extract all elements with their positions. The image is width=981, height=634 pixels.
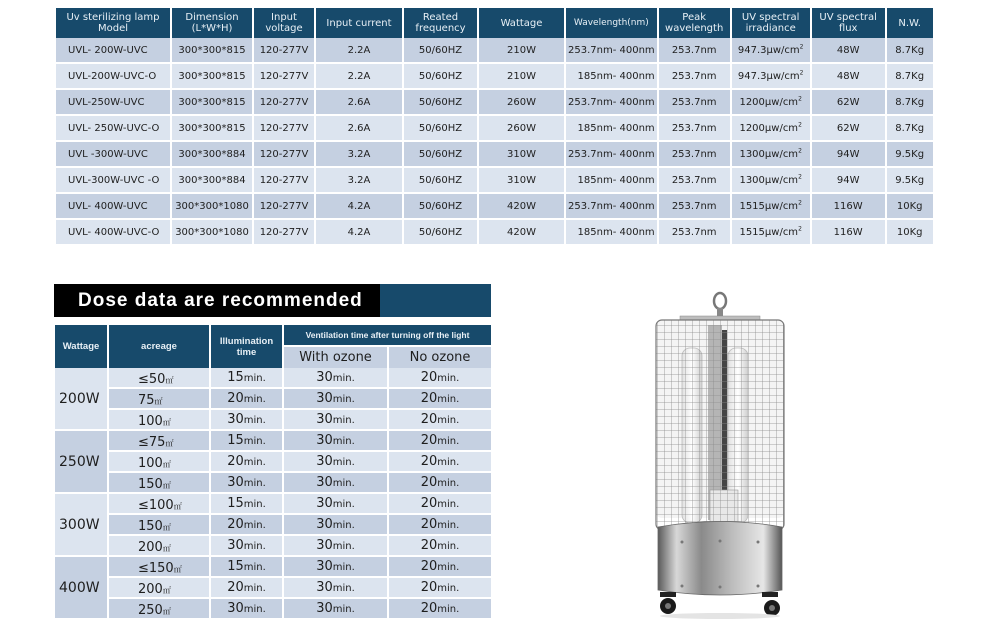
acreage-cell: 200㎡ <box>108 577 210 598</box>
acreage-cell: 150㎡ <box>108 514 210 535</box>
acreage-cell: 75㎡ <box>108 388 210 409</box>
current-cell: 2.6A <box>315 89 403 115</box>
model-cell: UVL-250W-UVC <box>56 89 171 115</box>
header-peak: Peak wavelength <box>658 8 731 38</box>
voltage-cell: 120-277V <box>253 219 315 245</box>
no-ozone-cell: 20min. <box>388 556 491 577</box>
wattage-group-cell: 200W <box>55 368 108 430</box>
peak-cell: 253.7nm <box>658 219 731 245</box>
voltage-cell: 120-277V <box>253 89 315 115</box>
current-cell: 3.2A <box>315 141 403 167</box>
header-wattage: Wattage <box>55 325 108 368</box>
acreage-cell: ≤50㎡ <box>108 368 210 388</box>
acreage-cell: 100㎡ <box>108 451 210 472</box>
voltage-cell: 120-277V <box>253 115 315 141</box>
current-cell: 4.2A <box>315 219 403 245</box>
dimension-cell: 300*300*815 <box>171 63 253 89</box>
acreage-cell: ≤150㎡ <box>108 556 210 577</box>
dose-row <box>55 598 491 619</box>
flux-cell: 48W <box>811 38 886 63</box>
net-weight-cell: 8.7Kg <box>886 89 933 115</box>
illum-cell: 15min. <box>210 493 283 514</box>
header-voltage: Input voltage <box>253 8 315 38</box>
irradiance-cell: $1200\mu w/cm^2$ <box>731 89 811 115</box>
spec-row <box>56 115 933 141</box>
header-frequency: Reated frequency <box>403 8 478 38</box>
peak-cell: 253.7nm <box>658 167 731 193</box>
wavelength-cell: 253.7nm- 400nm <box>565 193 658 219</box>
wavelength-cell: 185nm- 400nm <box>565 115 658 141</box>
current-cell: 3.2A <box>315 167 403 193</box>
flux-cell: 62W <box>811 89 886 115</box>
model-cell: UVL- 250W-UVC-O <box>56 115 171 141</box>
with-ozone-cell: 30min. <box>283 368 388 388</box>
voltage-cell: 120-277V <box>253 63 315 89</box>
irradiance-cell: $1515\mu w/cm^2$ <box>731 219 811 245</box>
current-cell: 4.2A <box>315 193 403 219</box>
spec-row <box>56 38 933 63</box>
no-ozone-cell: 20min. <box>388 535 491 556</box>
wavelength-cell: 185nm- 400nm <box>565 63 658 89</box>
illum-cell: 20min. <box>210 451 283 472</box>
no-ozone-cell: 20min. <box>388 514 491 535</box>
model-cell: UVL- 400W-UVC-O <box>56 219 171 245</box>
header-with-ozone: With ozone <box>283 346 388 368</box>
wavelength-cell: 185nm- 400nm <box>565 167 658 193</box>
product-image <box>650 290 790 620</box>
wattage-cell: 260W <box>478 115 565 141</box>
voltage-cell: 120-277V <box>253 167 315 193</box>
spec-row <box>56 193 933 219</box>
dose-header-row <box>55 325 491 346</box>
with-ozone-cell: 30min. <box>283 598 388 619</box>
header-nw: N.W. <box>886 8 933 38</box>
dose-row <box>55 409 491 430</box>
dimension-cell: 300*300*815 <box>171 115 253 141</box>
dose-row <box>55 368 491 388</box>
frequency-cell: 50/60HZ <box>403 219 478 245</box>
dose-title-accent <box>380 284 491 317</box>
dose-section-title: Dose data are recommended <box>54 284 380 317</box>
irradiance-cell: $1515\mu w/cm^2$ <box>731 193 811 219</box>
illum-cell: 15min. <box>210 368 283 388</box>
frequency-cell: 50/60HZ <box>403 167 478 193</box>
header-dimension: Dimension (L*W*H) <box>171 8 253 38</box>
peak-cell: 253.7nm <box>658 193 731 219</box>
spec-row <box>56 141 933 167</box>
header-wattage: Wattage <box>478 8 565 38</box>
no-ozone-cell: 20min. <box>388 368 491 388</box>
no-ozone-cell: 20min. <box>388 493 491 514</box>
wavelength-cell: 185nm- 400nm <box>565 219 658 245</box>
no-ozone-cell: 20min. <box>388 598 491 619</box>
current-cell: 2.6A <box>315 115 403 141</box>
voltage-cell: 120-277V <box>253 141 315 167</box>
no-ozone-cell: 20min. <box>388 577 491 598</box>
voltage-cell: 120-277V <box>253 38 315 63</box>
wavelength-cell: 253.7nm- 400nm <box>565 89 658 115</box>
wattage-group-cell: 300W <box>55 493 108 556</box>
dose-row <box>55 472 491 493</box>
header-flux: UV spectral flux <box>811 8 886 38</box>
illum-cell: 30min. <box>210 409 283 430</box>
spec-row <box>56 219 933 245</box>
peak-cell: 253.7nm <box>658 38 731 63</box>
no-ozone-cell: 20min. <box>388 472 491 493</box>
net-weight-cell: 8.7Kg <box>886 115 933 141</box>
dose-row <box>55 556 491 577</box>
with-ozone-cell: 30min. <box>283 388 388 409</box>
irradiance-cell: $1300\mu w/cm^2$ <box>731 141 811 167</box>
net-weight-cell: 10Kg <box>886 193 933 219</box>
model-cell: UVL- 400W-UVC <box>56 193 171 219</box>
net-weight-cell: 8.7Kg <box>886 38 933 63</box>
dimension-cell: 300*300*815 <box>171 89 253 115</box>
dimension-cell: 300*300*884 <box>171 141 253 167</box>
current-cell: 2.2A <box>315 38 403 63</box>
with-ozone-cell: 30min. <box>283 535 388 556</box>
model-cell: UVL -300W-UVC <box>56 141 171 167</box>
model-cell: UVL-200W-UVC-O <box>56 63 171 89</box>
peak-cell: 253.7nm <box>658 63 731 89</box>
wavelength-cell: 253.7nm- 400nm <box>565 38 658 63</box>
irradiance-cell: $1200\mu w/cm^2$ <box>731 115 811 141</box>
illum-cell: 20min. <box>210 514 283 535</box>
header-illumination: Illumination time <box>210 325 283 368</box>
spec-row <box>56 167 933 193</box>
no-ozone-cell: 20min. <box>388 430 491 451</box>
frequency-cell: 50/60HZ <box>403 38 478 63</box>
irradiance-cell: $1300\mu w/cm^2$ <box>731 167 811 193</box>
header-current: Input current <box>315 8 403 38</box>
frequency-cell: 50/60HZ <box>403 141 478 167</box>
with-ozone-cell: 30min. <box>283 430 388 451</box>
acreage-cell: 200㎡ <box>108 535 210 556</box>
flux-cell: 62W <box>811 115 886 141</box>
wattage-cell: 260W <box>478 89 565 115</box>
voltage-cell: 120-277V <box>253 193 315 219</box>
illum-cell: 30min. <box>210 535 283 556</box>
illum-cell: 20min. <box>210 577 283 598</box>
wattage-group-cell: 250W <box>55 430 108 493</box>
dose-row <box>55 430 491 451</box>
with-ozone-cell: 30min. <box>283 514 388 535</box>
flux-cell: 48W <box>811 63 886 89</box>
illum-cell: 30min. <box>210 472 283 493</box>
wattage-cell: 210W <box>478 63 565 89</box>
with-ozone-cell: 30min. <box>283 472 388 493</box>
no-ozone-cell: 20min. <box>388 409 491 430</box>
header-wavelength: Wavelength(nm) <box>565 8 658 38</box>
frequency-cell: 50/60HZ <box>403 89 478 115</box>
dimension-cell: 300*300*815 <box>171 38 253 63</box>
with-ozone-cell: 30min. <box>283 577 388 598</box>
peak-cell: 253.7nm <box>658 89 731 115</box>
dose-row <box>55 577 491 598</box>
dose-table <box>55 325 491 620</box>
spec-table <box>56 8 933 246</box>
header-ventilation: Ventilation time after turning off the light <box>283 325 491 346</box>
with-ozone-cell: 30min. <box>283 409 388 430</box>
illum-cell: 20min. <box>210 388 283 409</box>
spec-row <box>56 63 933 89</box>
wattage-cell: 420W <box>478 219 565 245</box>
acreage-cell: ≤75㎡ <box>108 430 210 451</box>
wavelength-cell: 253.7nm- 400nm <box>565 141 658 167</box>
spec-row <box>56 89 933 115</box>
peak-cell: 253.7nm <box>658 115 731 141</box>
wattage-cell: 210W <box>478 38 565 63</box>
net-weight-cell: 10Kg <box>886 219 933 245</box>
model-cell: UVL-300W-UVC -O <box>56 167 171 193</box>
dose-row <box>55 493 491 514</box>
flux-cell: 116W <box>811 219 886 245</box>
frequency-cell: 50/60HZ <box>403 193 478 219</box>
acreage-cell: 150㎡ <box>108 472 210 493</box>
dimension-cell: 300*300*1080 <box>171 193 253 219</box>
acreage-cell: ≤100㎡ <box>108 493 210 514</box>
dose-row <box>55 388 491 409</box>
wattage-group-cell: 400W <box>55 556 108 619</box>
wattage-cell: 420W <box>478 193 565 219</box>
with-ozone-cell: 30min. <box>283 556 388 577</box>
net-weight-cell: 8.7Kg <box>886 63 933 89</box>
header-acreage: acreage <box>108 325 210 368</box>
acreage-cell: 100㎡ <box>108 409 210 430</box>
net-weight-cell: 9.5Kg <box>886 167 933 193</box>
header-irradiance: UV spectral irradiance <box>731 8 811 38</box>
irradiance-cell: $947.3\mu w/cm^2$ <box>731 63 811 89</box>
model-cell: UVL- 200W-UVC <box>56 38 171 63</box>
peak-cell: 253.7nm <box>658 141 731 167</box>
header-model: Uv sterilizing lamp Model <box>56 8 171 38</box>
illum-cell: 30min. <box>210 598 283 619</box>
flux-cell: 94W <box>811 167 886 193</box>
header-no-ozone: No ozone <box>388 346 491 368</box>
wattage-cell: 310W <box>478 141 565 167</box>
spec-header-row <box>56 8 933 38</box>
dose-row <box>55 535 491 556</box>
with-ozone-cell: 30min. <box>283 451 388 472</box>
no-ozone-cell: 20min. <box>388 451 491 472</box>
acreage-cell: 250㎡ <box>108 598 210 619</box>
irradiance-cell: $947.3\mu w/cm^2$ <box>731 38 811 63</box>
no-ozone-cell: 20min. <box>388 388 491 409</box>
dimension-cell: 300*300*884 <box>171 167 253 193</box>
with-ozone-cell: 30min. <box>283 493 388 514</box>
frequency-cell: 50/60HZ <box>403 63 478 89</box>
illum-cell: 15min. <box>210 430 283 451</box>
wattage-cell: 310W <box>478 167 565 193</box>
illum-cell: 15min. <box>210 556 283 577</box>
dimension-cell: 300*300*1080 <box>171 219 253 245</box>
current-cell: 2.2A <box>315 63 403 89</box>
dose-row <box>55 514 491 535</box>
flux-cell: 116W <box>811 193 886 219</box>
dose-row <box>55 451 491 472</box>
net-weight-cell: 9.5Kg <box>886 141 933 167</box>
flux-cell: 94W <box>811 141 886 167</box>
frequency-cell: 50/60HZ <box>403 115 478 141</box>
